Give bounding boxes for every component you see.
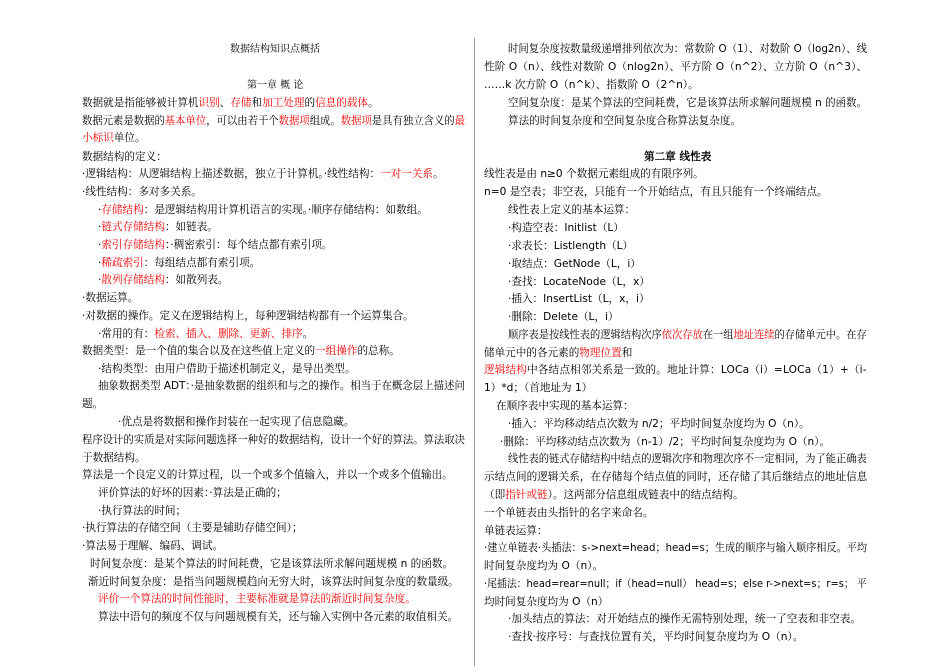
text-line [484, 185, 828, 200]
text-run: 题。 [82, 398, 104, 410]
text-line [82, 150, 167, 165]
text-run: 、 [219, 97, 231, 109]
text-line [98, 379, 465, 394]
text-run: ·线性结构：多对多关系。 [82, 186, 202, 198]
text-line [98, 203, 428, 218]
text-run: ·逻辑结构：从逻辑结构上描述数据，独立于计算机。·线性结构： [82, 168, 381, 180]
text-line [508, 612, 861, 627]
text-run: ·尾插法：head=rear=null；if（head=null） head=s；else r->next=s；r=s； 平 [484, 578, 867, 590]
text-line [98, 486, 287, 501]
text-run: 的 [304, 97, 316, 109]
highlighted-text: 稀疏索引 [101, 257, 144, 269]
text-run: ：如链表。 [164, 221, 218, 233]
text-run: 渐近时间复杂度：是指当问题规模趋向无穷大时，该算法时间复杂度的数量级。 [88, 576, 459, 588]
highlighted-text: 数据项 [340, 115, 372, 127]
highlighted-text: 小标识 [82, 132, 114, 144]
text-line [508, 257, 641, 272]
text-run: 第二章 线性表 [644, 151, 712, 163]
text-run: ·对数据的操作。定义在逻辑结构上，每种逻辑结构都有一个运算集合。 [82, 310, 414, 322]
text-line [500, 435, 830, 450]
text-run: · [98, 239, 102, 251]
text-run: · [98, 221, 102, 233]
highlighted-text: 物理位置 [579, 347, 622, 359]
text-line [82, 114, 465, 129]
text-run: 于数据结构。 [82, 452, 146, 464]
text-run: ：每组结点都有索引项。 [143, 257, 261, 269]
text-run: · [98, 257, 102, 269]
text-line [508, 203, 635, 218]
text-line [644, 150, 711, 165]
text-line [82, 167, 444, 182]
text-run: 。 [302, 328, 314, 340]
text-run: ·插入：平均移动结点次数为 n/2；平均时间复杂度均为 O（n）。 [508, 418, 810, 430]
text-run: 的总称。 [357, 345, 400, 357]
highlighted-text: 最 [454, 115, 465, 127]
text-run: 时间复杂度均为 O（n）。 [484, 560, 604, 572]
text-run: ·建立单链表·头插法：s->next=head；head=s；生成的顺序与输入顺序相反。平均 [484, 542, 868, 554]
highlighted-text: 识别 [198, 97, 220, 109]
text-run: 性阶 O（n）、线性对数阶 O（nlog2n）、平方阶 O（n^2）、立方阶 O（n^3）、 [484, 61, 868, 73]
text-run: ……k 次方阶 O（n^k）、指数阶 O（2^n）。 [484, 79, 699, 91]
text-run: ：如散列表。 [164, 274, 229, 286]
text-line [484, 595, 608, 610]
text-run: 单位。 [113, 132, 146, 144]
text-run: 数据元素是数据的 [82, 115, 165, 127]
text-line [508, 328, 867, 343]
text-line [82, 433, 465, 448]
text-run: 。 [433, 168, 444, 180]
text-run: ·算法易于理解、编码、调试。 [82, 540, 224, 552]
text-run: 程序设计的实质是对实际问题选择一种好的数据结构，设计一个好的算法。算法取决 [82, 434, 465, 446]
text-line [508, 275, 650, 290]
text-line [98, 362, 356, 377]
text-line [484, 541, 867, 556]
text-run: 算法的时间复杂度和空间复杂度合称算法复杂度。 [508, 115, 742, 127]
text-run: n=0 是空表；非空表，只能有一个开始结点，有且只能有一个终端结点。 [484, 186, 828, 198]
text-line [88, 575, 459, 590]
highlighted-text: 加工处理 [262, 97, 305, 109]
text-run: · [98, 204, 102, 216]
text-line [508, 239, 633, 254]
text-line [484, 488, 744, 503]
highlighted-text: 地址连续 [733, 329, 775, 341]
text-run: 中各结点相邻关系是一致的。地址计算：LOCa（i）=LOCa（1）+（i- [527, 364, 867, 376]
text-line [98, 504, 186, 519]
text-run: ·查找：LocateNode（L，x） [508, 276, 650, 288]
highlighted-text: 链式存储结构 [101, 221, 165, 233]
highlighted-text: 基本单位 [164, 115, 207, 127]
text-line [484, 524, 548, 539]
highlighted-text: 数据项 [278, 115, 310, 127]
text-run: 和 [251, 97, 263, 109]
text-line [484, 577, 867, 592]
text-run: ·查找·按序号：与查找位置有关，平均时间复杂度均为 O（n）。 [508, 631, 804, 643]
highlighted-text: 信息的载体 [315, 97, 369, 109]
text-run: 数据结构的定义： [82, 151, 167, 163]
text-line [484, 381, 592, 396]
highlighted-text: 逻辑结构 [484, 364, 528, 376]
text-run: 时间复杂度：是某个算法的时间耗费，它是该算法所求解问题规模 n 的函数。 [90, 558, 454, 570]
text-run: 的存储单元中。在存 [774, 329, 867, 341]
highlighted-text: 索引存储结构 [101, 239, 165, 251]
text-run: 示结点间的逻辑关系，在存储每个结点值的同时，还存储了其后继结点的地址信息 [484, 471, 868, 483]
text-run: 。 [368, 97, 379, 109]
text-run: 评价算法的好坏的因素：·算法是正确的； [98, 487, 287, 499]
text-line [82, 521, 303, 536]
text-line [82, 291, 138, 306]
text-line [484, 60, 867, 75]
text-line [82, 309, 414, 324]
text-run: ·加头结点的算法：对开始结点的操作无需特别处理，统一了空表和非空表。 [508, 613, 861, 625]
text-run: 组成。 [309, 115, 341, 127]
text-run: ·执行算法的存储空间（主要是辅助存储空间）； [82, 522, 303, 534]
text-line [508, 630, 803, 645]
text-line [484, 506, 654, 521]
text-run: ·执行算法的时间； [98, 505, 187, 517]
text-run: ·插入：InsertList（L，x，i） [508, 293, 650, 305]
text-line [484, 363, 867, 378]
text-run: 空间复杂度：是某个算法的空间耗费，它是该算法所求解问题规模 n 的函数。 [508, 97, 868, 109]
text-line [82, 344, 400, 359]
highlighted-text: 一组操作 [315, 345, 358, 357]
text-run: ）。这两部分信息组成链表中的结点结构。 [547, 489, 744, 501]
text-run: ·结构类型：由用户借助于描述机制定义，是导出类型。 [98, 363, 356, 375]
text-line [484, 559, 603, 574]
text-run: 在顺序表中实现的基本运算： [496, 400, 634, 412]
text-run: ：是逻辑结构用计算机语言的实现。·顺序存储结构：如数组。 [143, 204, 428, 216]
text-line [508, 42, 867, 57]
text-run: 顺序表是按线性表的逻辑结构次序 [508, 329, 662, 341]
column-divider [474, 38, 475, 666]
text-run: 均时间复杂度均为 O（n） [484, 596, 609, 608]
text-run: ·取结点：GetNode（L，i） [508, 258, 641, 270]
text-line [82, 539, 223, 554]
highlighted-text: 检索、插入、删除、更新、排序 [154, 328, 303, 340]
text-run: 数据结构知识点概括 [230, 44, 320, 55]
text-line [98, 238, 333, 253]
text-line [508, 292, 650, 307]
text-run: ：·稠密索引：每个结点都有索引项。 [164, 239, 333, 251]
text-run: 数据就是指能够被计算机 [82, 97, 199, 109]
text-line [82, 468, 453, 483]
text-run: 第一章 概 论 [247, 80, 304, 91]
text-line [90, 557, 453, 572]
text-line [118, 415, 354, 430]
text-line [496, 399, 634, 414]
text-run: 线性表是由 n≥0 个数据元素组成的有限序列。 [484, 168, 704, 180]
text-line [484, 346, 632, 361]
text-line [98, 256, 260, 271]
highlighted-text: 依次存放 [661, 329, 703, 341]
text-run: ·优点是将数据和操作封装在一起实现了信息隐藏。 [118, 416, 355, 428]
text-line [82, 397, 103, 412]
highlighted-text: 存储 [230, 97, 252, 109]
text-line [82, 96, 379, 111]
text-run: ·删除：Delete（L，i） [508, 311, 619, 323]
text-line [247, 78, 303, 93]
highlighted-text: 散列存储结构 [101, 274, 165, 286]
text-line [82, 451, 146, 466]
highlighted-text: 评价一个算法的时间性能时，主要标准就是算法的渐近时间复杂度。 [98, 593, 416, 605]
text-line [98, 327, 313, 342]
text-line [484, 470, 867, 485]
text-line [508, 221, 624, 236]
text-line [508, 114, 741, 129]
text-line [484, 78, 699, 93]
text-line [508, 96, 867, 111]
text-line [98, 220, 218, 235]
text-line [508, 452, 867, 467]
text-run: （即 [484, 489, 506, 501]
text-run: 线性表上定义的基本运算： [508, 204, 636, 216]
text-run: 时间复杂度按数量级递增排列依次为：常数阶 O（1）、对数阶 O（log2n）、线 [508, 43, 867, 55]
text-run: 算法是一个良定义的计算过程，以一个或多个值输入，并以一个或多个值输出。 [82, 469, 453, 481]
text-line [98, 273, 229, 288]
highlighted-text: 存储结构 [101, 204, 144, 216]
text-run: 算法中语句的频度不仅与问题规模有关，还与输入实例中各元素的取值相关。 [98, 611, 459, 623]
text-run: ·求表长：Listlength（L） [508, 240, 634, 252]
text-run: ·构造空表：Initlist（L） [508, 222, 624, 234]
text-line [82, 185, 202, 200]
text-run: 和 [621, 347, 633, 359]
text-run: 数据类型：是一个值的集合以及在这些值上定义的 [82, 345, 316, 357]
text-run: ·数据运算。 [82, 292, 139, 304]
text-line [82, 131, 146, 146]
text-run: ，可以由若干个 [206, 115, 279, 127]
text-run: 是具有独立含义的 [371, 115, 455, 127]
text-run: 线性表的链式存储结构中结点的逻辑次序和物理次序不一定相同，为了能正确表 [508, 453, 867, 465]
text-run: ·删除：平均移动结点次数为（n-1）/2；平均时间复杂度均为 O（n）。 [500, 436, 831, 448]
text-run: · [98, 274, 102, 286]
text-run: 单链表运算： [484, 525, 548, 537]
text-run: ·常用的有： [98, 328, 155, 340]
text-line [230, 42, 320, 57]
highlighted-text: 指针或链 [505, 489, 548, 501]
text-run: 一个单链表由头指针的名字来命名。 [484, 507, 654, 519]
text-line [508, 417, 810, 432]
text-run: 抽象数据类型 ADT：·是抽象数据的组织和与之的操作。相当于在概念层上描述问 [98, 380, 465, 392]
text-line [98, 592, 416, 607]
text-line [484, 167, 704, 182]
text-line [508, 310, 619, 325]
text-run: 在一组 [702, 329, 734, 341]
text-run: 储单元中的各元素的 [484, 347, 580, 359]
highlighted-text: 一对一关系 [380, 168, 434, 180]
text-line [98, 610, 458, 625]
text-run: 1）*d；（首地址为 1） [484, 382, 593, 394]
